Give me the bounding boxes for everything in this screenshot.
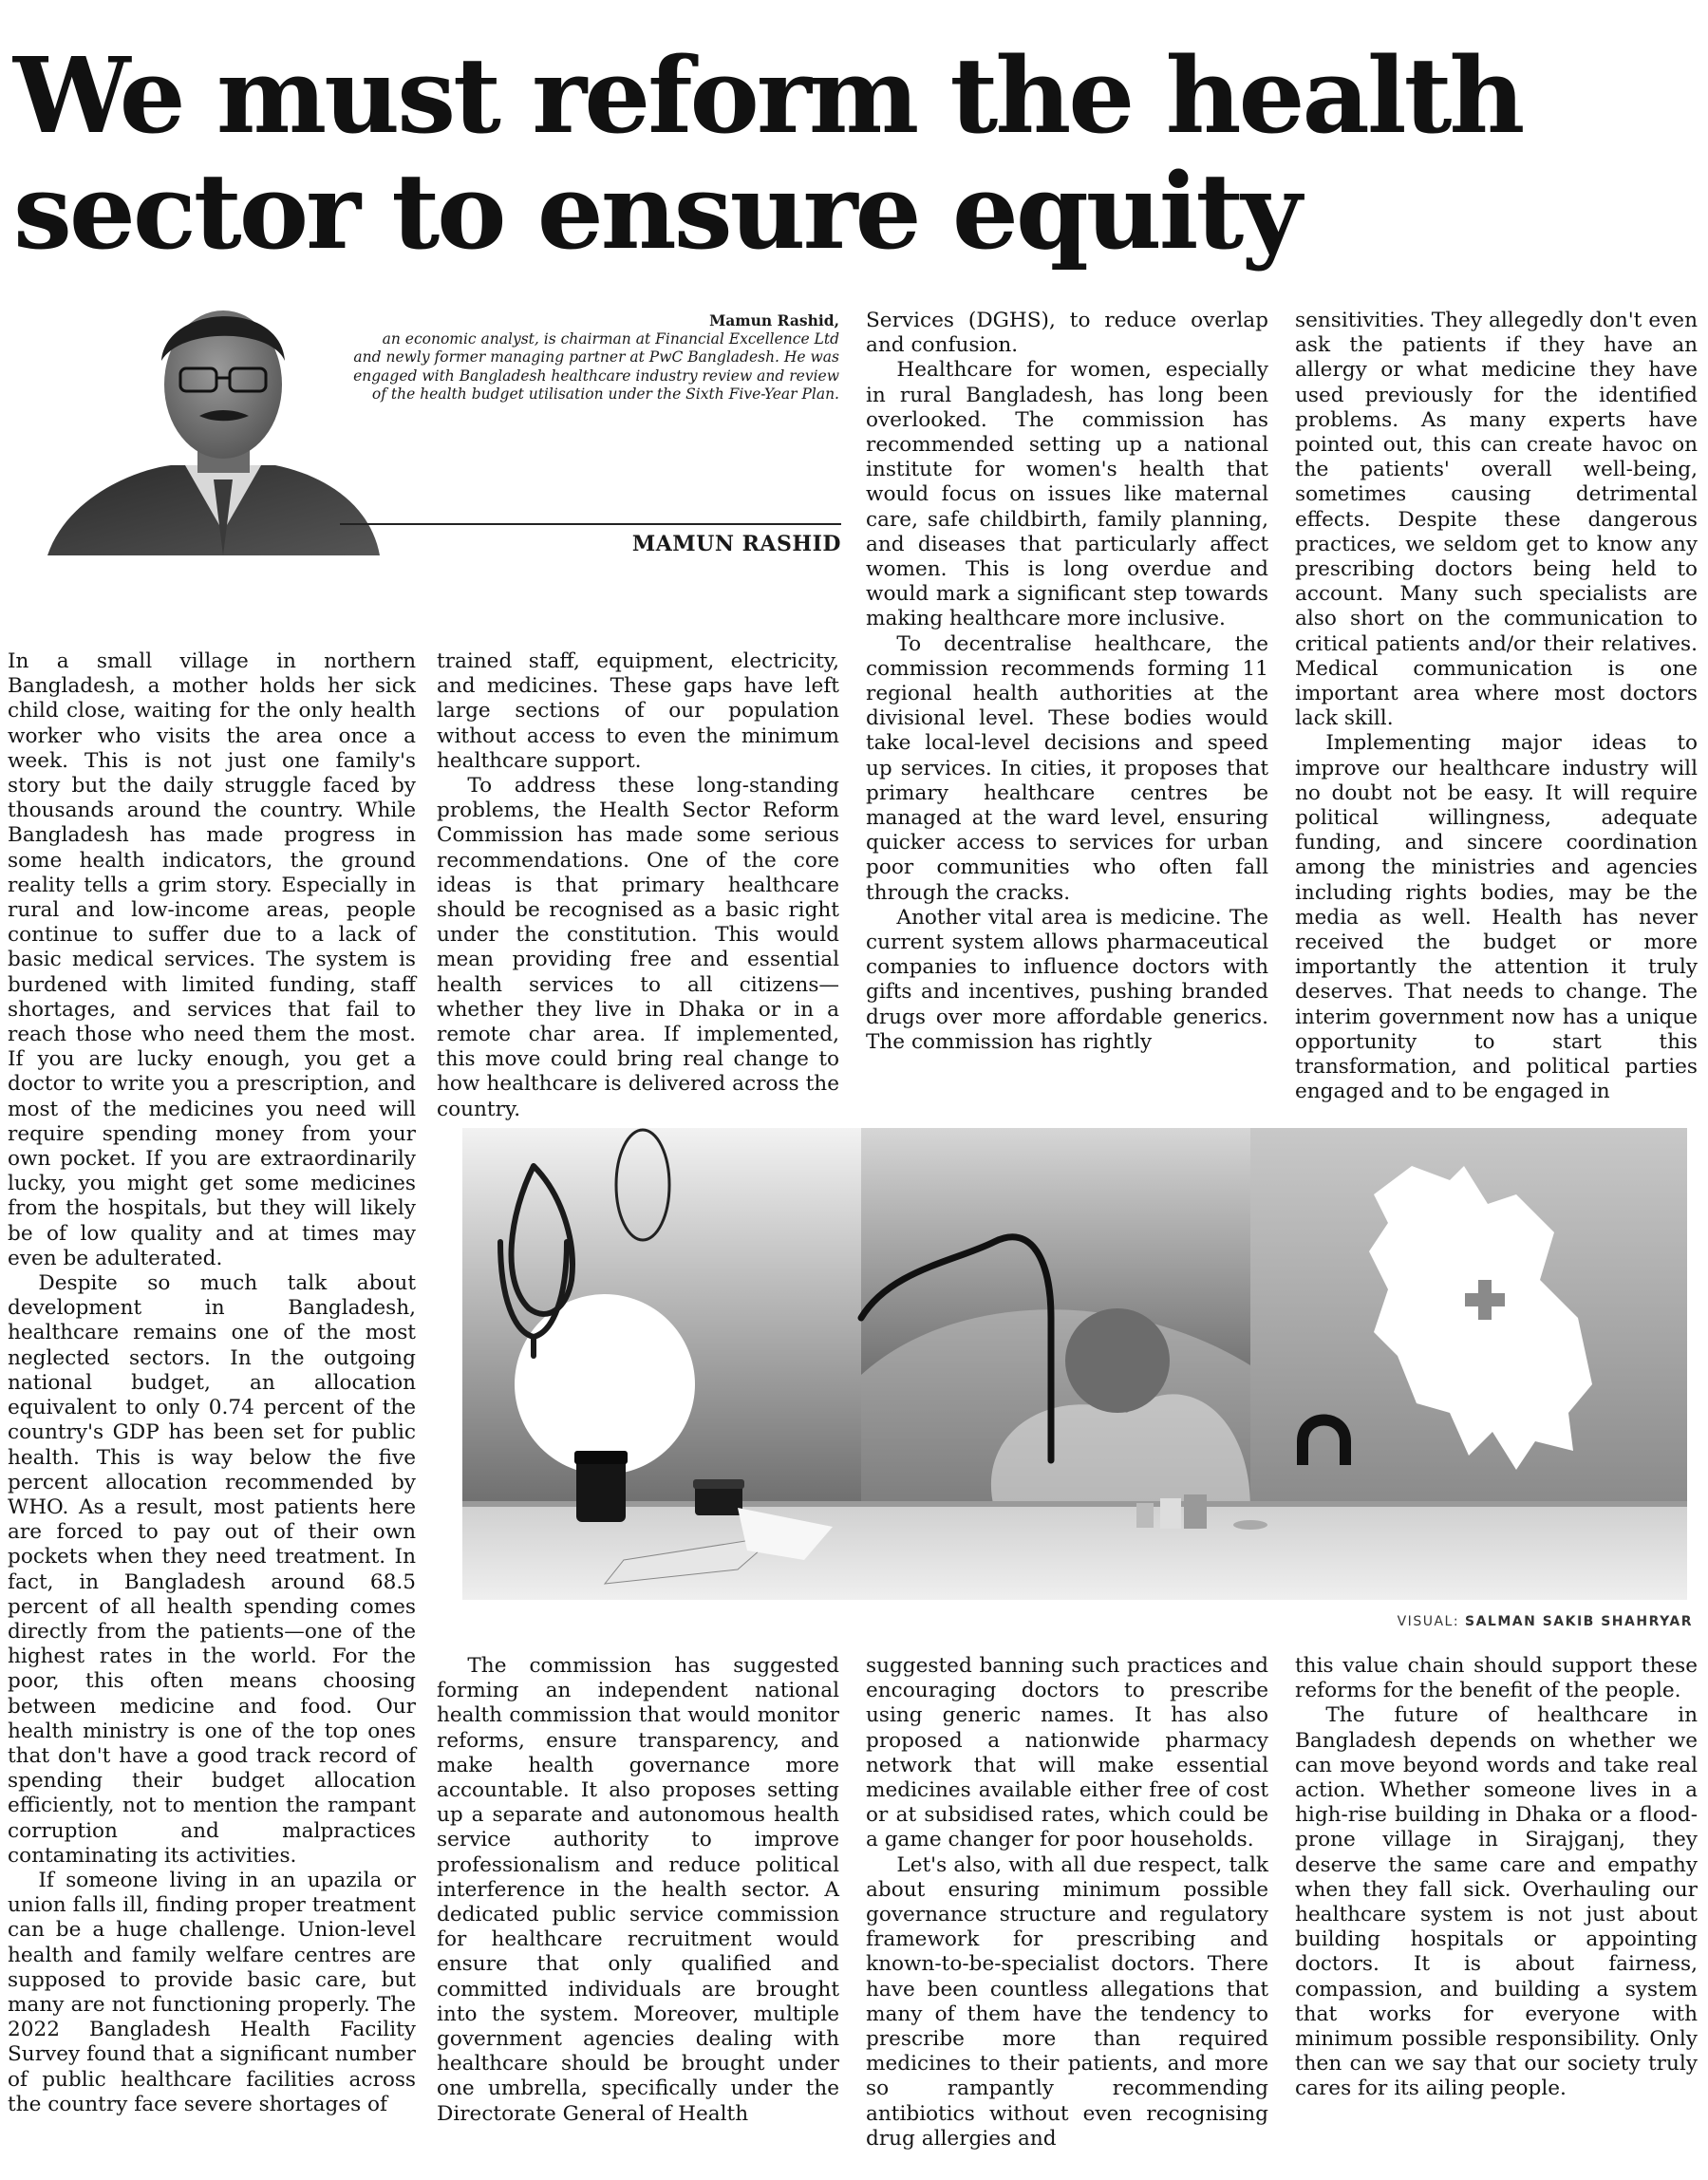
byline-rule [340, 523, 841, 525]
article-column-4-bottom [1295, 1654, 1698, 2176]
paragraph: Implementing major ideas to improve our healthcare industry will no doubt not be easy. It will require political willingness, adequate funding, and sincere coordination among the ministries and agencies including rights bodies, may be the media as well. Health has never received the budget or more importantly the attention it truly deserves. That needs to change. The interim government now has a unique opportunity to start this transformation, and political parties engaged and to be engaged in [1295, 731, 1698, 1104]
health-illustration [462, 1128, 1687, 1600]
paragraph: The future of healthcare in Bangladesh depends on whether we can move beyond words and take real action. Whether someone lives in a high-rise building in Dhaka or a flood-prone village in Sirajganj, they deserve the same care and empathy when they fall sick. Overhauling our healthcare system is not just about building hospitals or appointing doctors. It is about fairness, compassion, and building a system that works for everyone with minimum possible responsibility. Only then can we say that our society truly cares for its ailing people. [1295, 1703, 1698, 2101]
paragraph: In a small village in northern Bangladesh, a mother holds her sick child close, waiting for the only health worker who visits the area once a week. This is not just one family's story but the daily struggle faced by thousands around the country. While Bangladesh has made progress in some health indicators, the ground reality tells a grim story. Especially in rural and low-income areas, people continue to suffer due to a lack of basic medical services. The system is burdened with limited funding, staff shortages, and services that fail to reach those who need them the most. If you are lucky enough, you get a doctor to write you a prescription, and most of the medicines you need will require spending money from your own pocket. If you are extraordinarily lucky, you might get some medicines from the hospitals, but they will likely be of low quality and at times may even be adulterated. [8, 649, 416, 1270]
credit-name: SALMAN SAKIB SHAHRYAR [1465, 1614, 1693, 1629]
article-column-4-top [1295, 309, 1698, 1104]
article-column-3-bottom [866, 1654, 1268, 2176]
paragraph: suggested banning such practices and encouraging doctors to prescribe using generic names. It has also proposed a nationwide pharmacy network that will make essential medicines available either free of cost or at subsidised rates, which could be a game changer for poor households. [866, 1654, 1268, 1852]
credit-label: VISUAL: [1397, 1614, 1460, 1629]
article-column-2-bottom [437, 1654, 839, 2176]
paragraph: Services (DGHS), to reduce overlap and confusion. [866, 309, 1268, 358]
paragraph: The commission has suggested forming an independent national health commission that would monitor reforms, ensure transparency, and make health governance more accountable. It also proposes setting up a separate and autonomous health service authority to improve professionalism and reduce political interference in the health sector. A dedicated public service commission for healthcare recruitment would ensure that only qualified and committed individuals are brought into the system. Moreover, multiple government agencies dealing with healthcare should be brought under one umbrella, specifically under the Directorate General of Health [437, 1654, 839, 2126]
paragraph: trained staff, equipment, electricity, and medicines. These gaps have left large sections of our population without access to even the minimum healthcare support. [437, 649, 839, 773]
photo-credit [1398, 1614, 1693, 1629]
article-column-3-top [866, 309, 1268, 1068]
article-column-1 [8, 649, 416, 2176]
author-name: Mamun Rashid, [709, 311, 839, 329]
paragraph: To decentralise healthcare, the commission recommends forming 11 regional health authorities at the divisional level. These bodies would take local-level decisions and speed up services. In cities, it proposes that primary healthcare centres be managed at the ward level, ensuring quicker access to services for urban poor communities who often fall through the cracks. [866, 631, 1268, 905]
article-column-2-top [437, 649, 839, 1121]
paragraph: Another vital area is medicine. The current system allows pharmaceutical companies to influence doctors with gifts and incentives, pushing branded drugs over more affordable generics. The commission has rightly [866, 905, 1268, 1054]
author-description: an economic analyst, is chairman at Financial Excellence Ltd and newly former managing partner at PwC Bangladesh. He was engaged with Bangladesh healthcare industry review and review of the health budget utilisation under the Sixth Five-Year Plan. [353, 329, 839, 403]
paragraph: Despite so much talk about development in Bangladesh, healthcare remains one of the most neglected sectors. In the outgoing national budget, an allocation equivalent to only 0.74 percent of the country's GDP has been set for public health. This is way below the five percent allocation recommended by WHO. As a result, most patients here are forced to pay out of their own pockets when they need treatment. In fact, in Bangladesh around 68.5 percent of all health spending comes directly from the patients—one of the highest rates in the world. For the poor, this often means choosing between medicine and food. Our health ministry is one of the top ones that don't have a good track record of spending their budget allocation efficiently, not to mention the rampant corruption and malpractices contaminating its activities. [8, 1271, 416, 1868]
byline: MAMUN RASHID [631, 532, 841, 556]
paragraph: If someone living in an upazila or union falls ill, finding proper treatment can be a huge challenge. Union-level health and family welfare centres are supposed to provide basic care, but many are not functioning properly. The 2022 Bangladesh Health Facility Survey found that a significant number of public healthcare facilities across the country face severe shortages of [8, 1868, 416, 2116]
paragraph: To address these long-standing problems, the Health Sector Reform Commission has made some serious recommendations. One of the core ideas is that primary healthcare should be recognised as a basic right under the constitution. This would mean providing free and essential health services to all citizens—whether they live in Dhaka or in a remote char area. If implemented, this move could bring real change to how healthcare is delivered across the country. [437, 774, 839, 1121]
paragraph: sensitivities. They allegedly don't even ask the patients if they have an allergy or what medicine they have used previously for the identified problems. As many experts have pointed out, this can create havoc on the patients' overall well-being, sometimes causing detrimental effects. Despite these dangerous practices, we seldom get to know any prescribing doctors being held to account. Many such specialists are also short on the communication to critical patients and/or their relatives. Medical communication is one important area where most doctors lack skill. [1295, 309, 1698, 731]
author-bio [351, 311, 839, 404]
paragraph: this value chain should support these reforms for the benefit of the people. [1295, 1654, 1698, 1703]
paragraph: Healthcare for women, especially in rural Bangladesh, has long been overlooked. The commission has recommended setting up a national institute for women's health that would focus on issues like maternal care, safe childbirth, family planning, and diseases that particularly affect women. This is long overdue and would mark a significant step towards making healthcare more inclusive. [866, 358, 1268, 631]
headline: We must reform the health sector to ensure equity [13, 34, 1523, 272]
paragraph: Let's also, with all due respect, talk about ensuring minimum possible governance structure and regulatory framework for prescribing and known-to-be-specialist doctors. There have been countless allegations that many of them have the tendency to prescribe more than required medicines to their patients, and more so rampantly recommending antibiotics without even recognising drug allergies and [866, 1852, 1268, 2151]
